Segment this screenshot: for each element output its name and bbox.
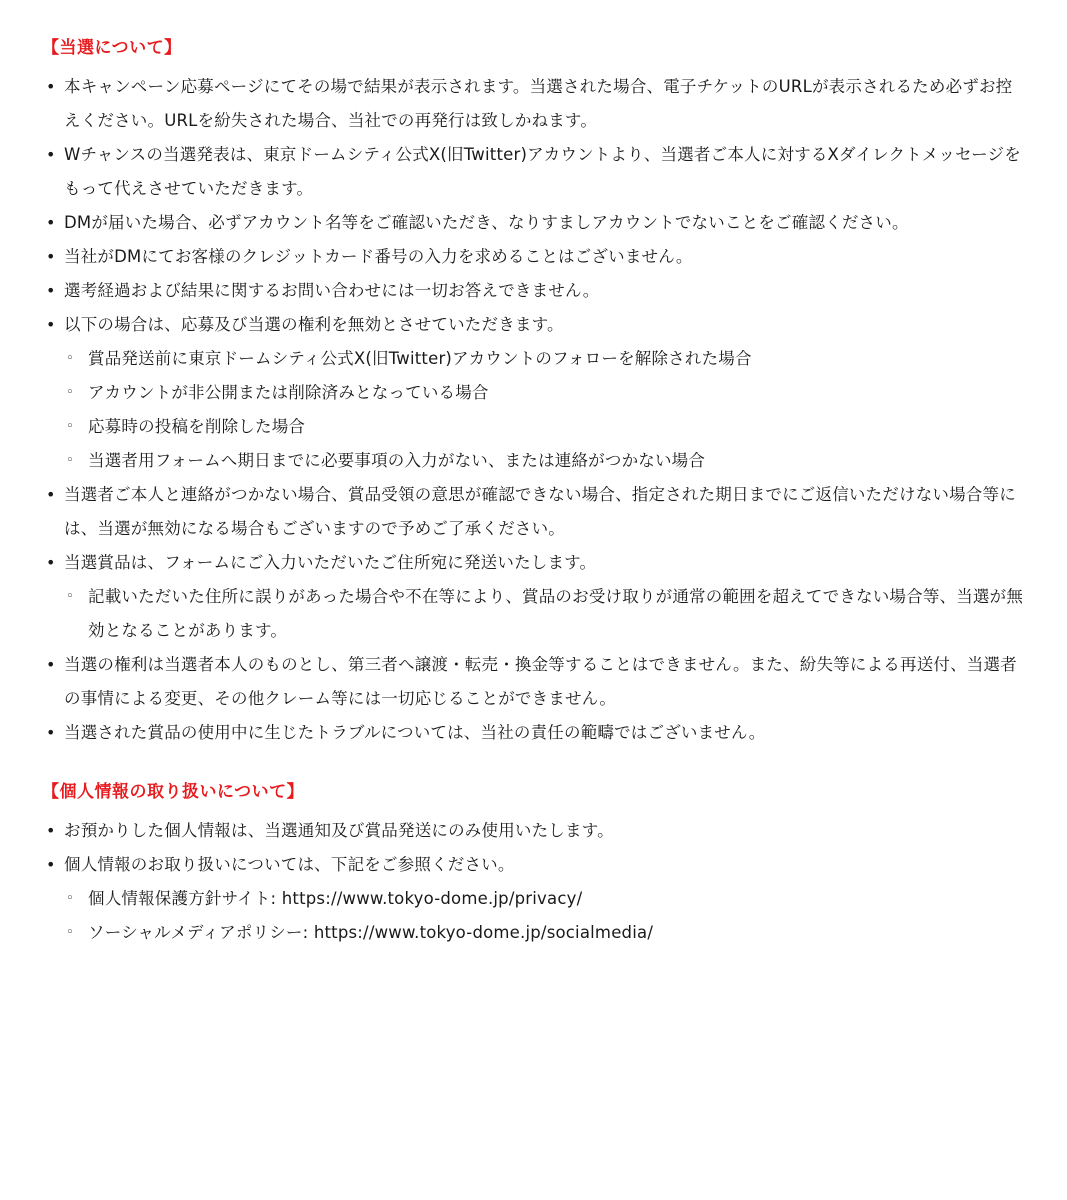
bullet-icon: • (46, 855, 56, 874)
bullet-icon: • (46, 723, 56, 742)
hollow-bullet-icon: ◦ (66, 385, 74, 400)
list-item-text: Wチャンスの当選発表は、東京ドームシティ公式X(旧Twitter)アカウントより、当選者ご本人に対するXダイレクトメッセージをもって代えさせていただきます。 (64, 145, 1021, 198)
bullet-icon: • (46, 247, 56, 266)
hollow-bullet-icon: ◦ (66, 419, 74, 434)
list-item (42, 206, 1027, 240)
list-item-text: ソーシャルメディアポリシー: https://www.tokyo-dome.jp/socialmedia/ (88, 923, 654, 942)
list-item-text: DMが届いた場合、必ずアカウント名等をご確認いただき、なりすましアカウントでないことをご確認ください。 (64, 213, 909, 232)
sub-list-item (42, 580, 1027, 648)
list-item (42, 716, 1027, 750)
list-item-text: お預かりした個人情報は、当選通知及び賞品発送にのみ使用いたします。 (64, 821, 614, 840)
list-item (42, 240, 1027, 274)
list-item-text: 当選の権利は当選者本人のものとし、第三者へ譲渡・転売・換金等することはできません。また、紛失等による再送付、当選者の事情による変更、その他クレーム等には一切応じることができません。 (64, 655, 1017, 708)
bullet-icon: • (46, 821, 56, 840)
sub-list-item (42, 882, 1027, 916)
bullet-icon: • (46, 655, 56, 674)
sub-list-item (42, 916, 1027, 950)
list-item-text: 以下の場合は、応募及び当選の権利を無効とさせていただきます。 (64, 315, 564, 334)
sub-list-item (42, 376, 1027, 410)
hollow-bullet-icon: ◦ (66, 453, 74, 468)
bullet-icon: • (46, 485, 56, 504)
list-item-text: 個人情報のお取り扱いについては、下記をご参照ください。 (64, 855, 515, 874)
hollow-bullet-icon: ◦ (66, 891, 74, 906)
hollow-bullet-icon: ◦ (66, 589, 74, 604)
bullet-list (42, 70, 1027, 750)
bullet-icon: • (46, 213, 56, 232)
list-item (42, 814, 1027, 848)
hollow-bullet-icon: ◦ (66, 351, 74, 366)
list-item-text: 個人情報保護方針サイト: https://www.tokyo-dome.jp/privacy/ (88, 889, 583, 908)
bullet-icon: • (46, 315, 56, 334)
list-item-text: 本キャンペーン応募ページにてその場で結果が表示されます。当選された場合、電子チケットのURLが表示されるため必ずお控えください。URLを紛失された場合、当社での再発行は致しかねます。 (64, 77, 1013, 130)
list-item-text: 当社がDMにてお客様のクレジットカード番号の入力を求めることはございません。 (64, 247, 693, 266)
bullet-icon: • (46, 145, 56, 164)
sub-list-item (42, 342, 1027, 376)
list-item-text: 当選された賞品の使用中に生じたトラブルについては、当社の責任の範疇ではございません。 (64, 723, 766, 742)
list-item-text: 選考経過および結果に関するお問い合わせには一切お答えできません。 (64, 281, 600, 300)
bullet-icon: • (46, 77, 56, 96)
bullet-icon: • (46, 281, 56, 300)
list-item (42, 138, 1027, 206)
list-item (42, 478, 1027, 546)
list-item-text: アカウントが非公開または削除済みとなっている場合 (88, 383, 489, 402)
list-item-text: 当選者ご本人と連絡がつかない場合、賞品受領の意思が確認できない場合、指定された期日までにご返信いただけない場合等には、当選が無効になる場合もございますので予めご了承ください。 (64, 485, 1016, 538)
list-item-text: 当選賞品は、フォームにご入力いただいたご住所宛に発送いたします。 (64, 553, 597, 572)
bullet-icon: • (46, 553, 56, 572)
list-item (42, 308, 1027, 342)
sub-list-item (42, 410, 1027, 444)
list-item (42, 848, 1027, 882)
winning-section (42, 36, 1027, 750)
bullet-list (42, 814, 1027, 950)
list-item-text: 記載いただいた住所に誤りがあった場合や不在等により、賞品のお受け取りが通常の範囲を超えてできない場合等、当選が無効となることがあります。 (88, 587, 1024, 640)
list-item (42, 274, 1027, 308)
list-item (42, 546, 1027, 580)
winning-section-heading: 【当選について】 (42, 38, 182, 58)
privacy-section-heading: 【個人情報の取り扱いについて】 (42, 782, 305, 802)
list-item-text: 賞品発送前に東京ドームシティ公式X(旧Twitter)アカウントのフォローを解除された場合 (88, 349, 752, 368)
list-item-text: 応募時の投稿を削除した場合 (88, 417, 306, 436)
list-item (42, 648, 1027, 716)
list-item (42, 70, 1027, 138)
list-item-text: 当選者用フォームへ期日までに必要事項の入力がない、または連絡がつかない場合 (88, 451, 706, 470)
privacy-section (42, 780, 1027, 950)
sub-list-item (42, 444, 1027, 478)
hollow-bullet-icon: ◦ (66, 925, 74, 940)
